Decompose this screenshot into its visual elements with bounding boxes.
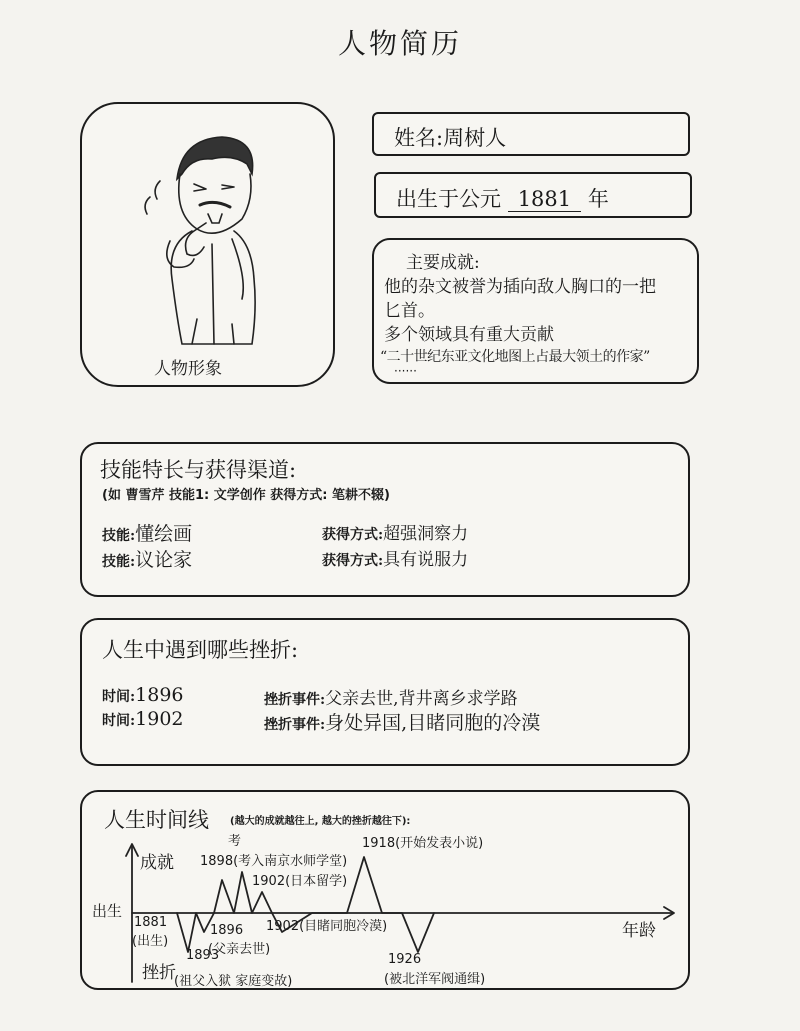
name-value: 周树人 [443,126,507,150]
setback-2-event-label: 挫折事件: [264,717,326,733]
ann-1898: 1898(考入南京水师学堂) [200,854,348,869]
setback-2-event: 身处异国,目睹同胞的冷漠 [325,712,541,734]
setback-1-time: 1896 [135,684,184,706]
ann-1881b: (出生) [132,934,169,949]
ann-1896b: (父亲去世) [208,942,271,957]
ann-1893b: (祖父入狱 家庭变故) [174,974,293,989]
birth-year: 1881 [508,187,581,212]
origin-label: 出生 [92,902,123,920]
achievements-box [372,238,699,384]
skill-row-2 [102,545,192,572]
skill-2-value: 议论家 [135,549,193,571]
setback-row-2-time [102,708,184,730]
ann-1896: 1896 [210,923,244,938]
skills-heading: 技能特长与获得渠道: [100,458,297,482]
achievements-line1: 他的杂文被誉为插向敌人胸口的一把 [384,277,656,297]
skill-1-label: 技能: [102,528,136,544]
setbacks-box [80,618,690,766]
achievements-dots: ······ [394,364,417,378]
y-up-label: 成就 [140,853,174,873]
timeline-box [80,790,690,990]
timeline-heading: 人生时间线 [104,808,209,832]
skill-1-value: 懂绘画 [135,523,193,545]
x-label: 年龄 [622,921,656,941]
birth-box [374,172,692,218]
ann-1902: 1902(日本留学) [252,874,348,889]
setback-row-2-event [264,708,540,735]
ann-1926: 1926 [388,952,422,967]
ann-1893: 1893 [186,948,220,963]
portrait-box [80,102,335,387]
portrait-drawing [82,119,332,359]
y-down-label: 挫折 [142,963,176,983]
setbacks-heading: 人生中遇到哪些挫折: [102,638,299,662]
birth-suffix: 年 [587,187,609,211]
setback-2-time-label: 时间: [102,713,136,729]
page-title: 人物简历 [337,27,462,60]
achievements-line3: 多个领域具有重大贡献 [384,325,554,345]
skill-2-method-label: 获得方式: [322,553,384,569]
ann-1898-kao: 考 [228,834,242,849]
skills-box [80,442,690,597]
skill-2-label: 技能: [102,554,136,570]
name-label: 姓名: [394,126,444,150]
ann-1902b: 1902(目睹同胞冷漠) [266,919,388,934]
setback-1-event-label: 挫折事件: [264,692,326,708]
timeline-note: (越大的成就越往上, 越大的挫折越往下): [230,816,411,827]
ann-1881: 1881 [134,915,168,930]
achievements-line2: 匕首。 [384,301,435,321]
portrait-caption: 人物形象 [154,359,222,379]
skill-1-method-label: 获得方式: [322,527,384,543]
ann-1918: 1918(开始发表小说) [362,836,484,851]
ann-1926b: (被北洋军阀通缉) [384,972,486,987]
name-box [372,112,690,156]
achievements-line4: “二十世纪东亚文化地图上占最大领土的作家” [380,349,650,365]
skills-example: (如 曹雪芹 技能1: 文学创作 获得方式: 笔耕不辍) [102,488,390,503]
setback-1-event: 父亲去世,背井离乡求学路 [325,689,518,709]
setback-2-time: 1902 [135,708,184,730]
setback-row-1-time [102,684,184,706]
skill-1-method: 超强洞察力 [383,524,469,544]
skill-2-method: 具有说服力 [383,550,469,570]
setback-1-time-label: 时间: [102,689,136,705]
setback-row-1-event [264,684,518,709]
achievements-heading: 主要成就: [406,253,480,273]
birth-prefix: 出生于公元 [396,187,501,211]
